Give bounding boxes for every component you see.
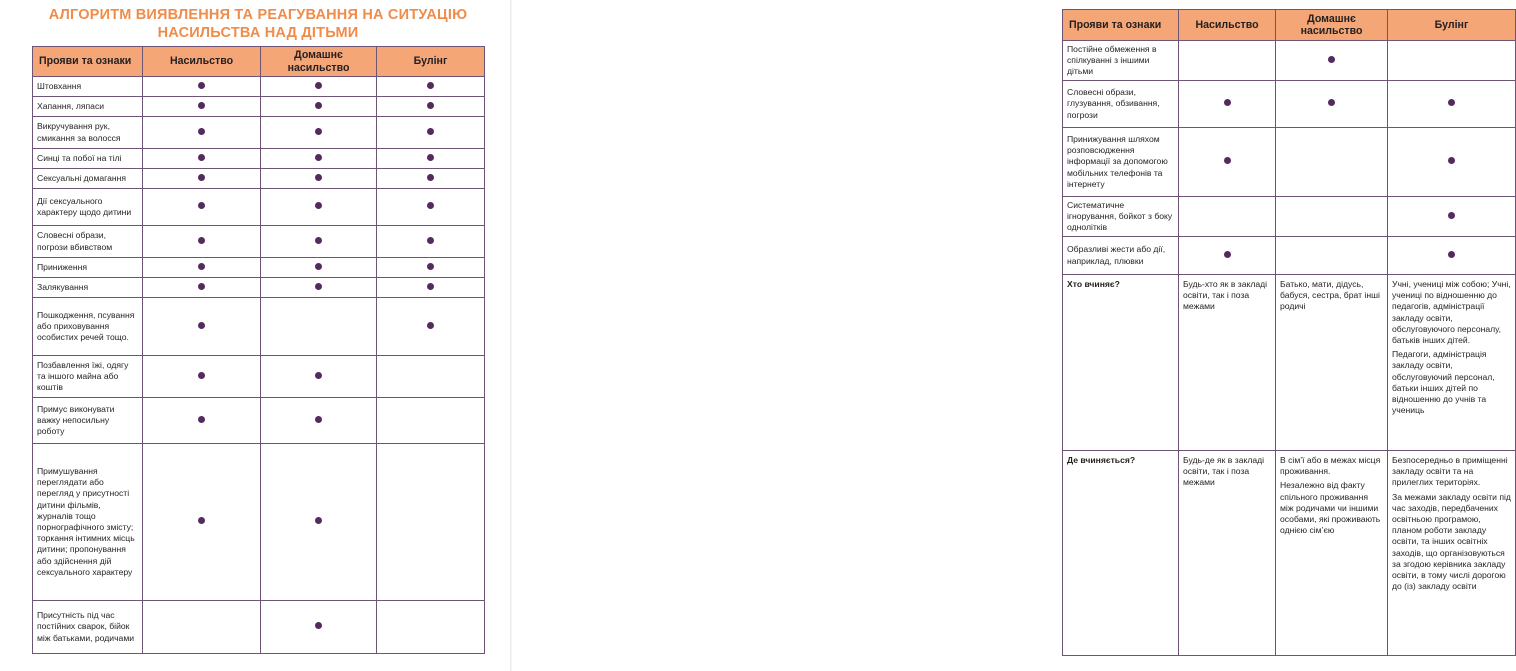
who-bullying-cell	[1388, 275, 1516, 451]
bullet-dot-icon	[1224, 251, 1231, 258]
bullet-dot-icon	[198, 517, 205, 524]
domestic-cell	[261, 398, 377, 444]
bullet-dot-icon	[198, 416, 205, 423]
table-row	[33, 77, 485, 97]
bullet-dot-icon	[315, 283, 322, 290]
bullet-dot-icon	[427, 202, 434, 209]
bullet-dot-icon	[427, 102, 434, 109]
bullet-dot-icon	[427, 82, 434, 89]
bullying-cell	[377, 169, 485, 189]
domestic-cell	[1276, 237, 1388, 275]
domestic-cell	[1276, 81, 1388, 128]
table-row	[33, 356, 485, 398]
signs-table-left	[32, 46, 485, 654]
bullying-cell	[377, 149, 485, 169]
signs-table-right	[1062, 9, 1516, 656]
bullet-dot-icon	[427, 154, 434, 161]
violence-cell	[1179, 197, 1276, 237]
bullet-dot-icon	[427, 128, 434, 135]
violence-cell	[1179, 81, 1276, 128]
bullying-cell	[1388, 237, 1516, 275]
bullying-cell	[377, 278, 485, 298]
bullying-cell	[377, 298, 485, 356]
sign-label: Принижування шляхом розповсюдження інформації за допомогою мобільних телефонів та інтернету	[1063, 128, 1179, 197]
violence-cell	[143, 398, 261, 444]
bullet-dot-icon	[427, 283, 434, 290]
violence-cell	[143, 77, 261, 97]
bullet-dot-icon	[1448, 157, 1455, 164]
where-bullying-text-2: За межами закладу освіти під час заходів, передбачених освітньою програмою, планом роботи закладу освіти, та інших освітніх заходів, що організовуються за згодою керівника закладу освіти, в тому числі дорогою до (із) закладу освіти	[1392, 491, 1511, 592]
bullet-dot-icon	[315, 154, 322, 161]
violence-cell	[143, 189, 261, 226]
title-line-1: АЛГОРИТМ ВИЯВЛЕННЯ ТА РЕАГУВАННЯ НА СИТУАЦІЮ	[48, 7, 468, 23]
table-row	[33, 226, 485, 258]
table-row	[1063, 81, 1516, 128]
bullet-dot-icon	[315, 82, 322, 89]
bullet-dot-icon	[315, 622, 322, 629]
bullying-cell	[377, 97, 485, 117]
bullet-dot-icon	[1448, 212, 1455, 219]
header-violence: Насильство	[1179, 10, 1276, 41]
bullet-dot-icon	[315, 237, 322, 244]
violence-cell	[143, 226, 261, 258]
where-domestic-text-2: Незалежно від факту спільного проживання між родичами чи іншими особами, які проживають однією сім’єю	[1280, 480, 1381, 536]
sign-label: Словесні образи, погрози вбивством	[33, 226, 143, 258]
violence-cell	[143, 149, 261, 169]
bullet-dot-icon	[315, 202, 322, 209]
table-row	[33, 601, 485, 654]
bullet-dot-icon	[198, 102, 205, 109]
table-row	[33, 189, 485, 226]
domestic-cell	[261, 77, 377, 97]
bullying-cell	[1388, 128, 1516, 197]
where-violence-cell	[1179, 451, 1276, 656]
bullet-dot-icon	[315, 102, 322, 109]
domestic-cell	[1276, 128, 1388, 197]
domestic-cell	[261, 444, 377, 601]
sign-label: Пошкодження, псування або приховування особистих речей тощо.	[33, 298, 143, 356]
domestic-cell	[261, 117, 377, 149]
header-violence: Насильство	[143, 47, 261, 77]
bullying-cell	[377, 189, 485, 226]
bullet-dot-icon	[198, 322, 205, 329]
header-domestic: Домашнє насильство	[261, 47, 377, 77]
sign-label: Позбавлення їжі, одягу та іншого майна або коштів	[33, 356, 143, 398]
sign-label: Словесні образи, глузування, обзивання, погрози	[1063, 81, 1179, 128]
table-row	[1063, 128, 1516, 197]
who-row	[1063, 275, 1516, 451]
bullying-cell	[377, 398, 485, 444]
who-bullying-text-1: Учні, учениці між собою; Учні, учениці по відношенню до педагогів, адміністрації закладу освіти, обслуговуючого персоналу, батьків інших дітей.	[1392, 279, 1511, 346]
bullet-dot-icon	[315, 416, 322, 423]
bullet-dot-icon	[1224, 99, 1231, 106]
bullet-dot-icon	[315, 517, 322, 524]
page-title	[32, 6, 484, 42]
table-row	[1063, 197, 1516, 237]
right-page	[512, 0, 1511, 671]
domestic-cell	[261, 298, 377, 356]
bullying-cell	[377, 77, 485, 97]
domestic-cell	[261, 149, 377, 169]
bullet-dot-icon	[198, 237, 205, 244]
who-violence-cell	[1179, 275, 1276, 451]
sign-label: Примушування переглядати або перегляд у присутності дитини фільмів, журналів тощо порнографічного змісту; торкання інтимних місць дитини; пропонування або здійснення дій сексуального характеру	[33, 444, 143, 601]
title-line-2: НАСИЛЬСТВА НАД ДІТЬМИ	[157, 25, 359, 41]
domestic-cell	[261, 169, 377, 189]
sign-label: Дії сексуального характеру щодо дитини	[33, 189, 143, 226]
violence-cell	[1179, 41, 1276, 81]
violence-cell	[143, 278, 261, 298]
where-row	[1063, 451, 1516, 656]
violence-cell	[143, 356, 261, 398]
domestic-cell	[261, 356, 377, 398]
bullet-dot-icon	[198, 174, 205, 181]
bullying-cell	[1388, 197, 1516, 237]
table-row	[33, 149, 485, 169]
bullet-dot-icon	[427, 237, 434, 244]
where-bullying-cell	[1388, 451, 1516, 656]
domestic-cell	[1276, 41, 1388, 81]
bullying-cell	[377, 117, 485, 149]
table-row	[33, 117, 485, 149]
domestic-cell	[261, 258, 377, 278]
sign-label: Образливі жести або дії, наприклад, плювки	[1063, 237, 1179, 275]
violence-cell	[143, 97, 261, 117]
bullet-dot-icon	[427, 263, 434, 270]
bullet-dot-icon	[198, 82, 205, 89]
violence-cell	[143, 444, 261, 601]
where-bullying-text-1: Безпосередньо в приміщенні закладу освіти та на прилеглих територіях.	[1392, 455, 1508, 488]
where-label: Де вчиняється?	[1063, 451, 1179, 656]
where-violence-text: Будь-де як в закладі освіти, так і поза межами	[1183, 455, 1265, 488]
header-bullying: Булінг	[1388, 10, 1516, 41]
header-bullying: Булінг	[377, 47, 485, 77]
bullet-dot-icon	[1448, 251, 1455, 258]
who-bullying-text-2: Педагоги, адміністрація закладу освіти, обслуговуючий персонал, батьки інших дітей по відношенню до учнів та учениць	[1392, 349, 1495, 416]
violence-cell	[143, 601, 261, 654]
header-signs: Прояви та ознаки	[33, 47, 143, 77]
bullet-dot-icon	[1328, 56, 1335, 63]
bullying-cell	[377, 444, 485, 601]
bullet-dot-icon	[198, 128, 205, 135]
bullying-cell	[377, 601, 485, 654]
bullying-cell	[377, 356, 485, 398]
sign-label: Хапання, ляпаси	[33, 97, 143, 117]
bullet-dot-icon	[427, 322, 434, 329]
left-page	[0, 0, 512, 671]
bullet-dot-icon	[198, 372, 205, 379]
where-domestic-cell	[1276, 451, 1388, 656]
sign-label: Систематичне ігнорування, бойкот з боку однолітків	[1063, 197, 1179, 237]
who-domestic-text: Батько, мати, дідусь, бабуся, сестра, брат інші родичі	[1280, 279, 1380, 312]
sign-label: Приниження	[33, 258, 143, 278]
violence-cell	[143, 117, 261, 149]
sign-label: Штовхання	[33, 77, 143, 97]
bullet-dot-icon	[315, 263, 322, 270]
domestic-cell	[261, 97, 377, 117]
bullying-cell	[377, 258, 485, 278]
domestic-cell	[261, 601, 377, 654]
sign-label: Сексуальні домагання	[33, 169, 143, 189]
violence-cell	[1179, 237, 1276, 275]
table-row	[33, 258, 485, 278]
sign-label: Постійне обмеження в спілкуванні з іншими дітьми	[1063, 41, 1179, 81]
table-row	[33, 278, 485, 298]
bullet-dot-icon	[1224, 157, 1231, 164]
table-row	[33, 97, 485, 117]
bullying-cell	[377, 226, 485, 258]
table-row	[33, 169, 485, 189]
who-label: Хто вчиняє?	[1063, 275, 1179, 451]
bullet-dot-icon	[315, 128, 322, 135]
header-domestic: Домашнє насильство	[1276, 10, 1388, 41]
bullet-dot-icon	[198, 202, 205, 209]
bullet-dot-icon	[198, 263, 205, 270]
bullying-cell	[1388, 41, 1516, 81]
violence-cell	[143, 298, 261, 356]
domestic-cell	[261, 226, 377, 258]
sign-label: Синці та побої на тілі	[33, 149, 143, 169]
header-signs: Прояви та ознаки	[1063, 10, 1179, 41]
bullet-dot-icon	[1448, 99, 1455, 106]
bullet-dot-icon	[315, 174, 322, 181]
bullet-dot-icon	[427, 174, 434, 181]
who-domestic-cell	[1276, 275, 1388, 451]
table-row	[33, 444, 485, 601]
domestic-cell	[261, 278, 377, 298]
sign-label: Присутність під час постійних сварок, бійок між батьками, родичами	[33, 601, 143, 654]
sign-label: Залякування	[33, 278, 143, 298]
table-row	[1063, 237, 1516, 275]
table-row	[1063, 41, 1516, 81]
domestic-cell	[261, 189, 377, 226]
bullet-dot-icon	[1328, 99, 1335, 106]
bullet-dot-icon	[198, 283, 205, 290]
who-violence-text: Будь-хто як в закладі освіти, так і поза межами	[1183, 279, 1268, 312]
domestic-cell	[1276, 197, 1388, 237]
table-row	[33, 398, 485, 444]
violence-cell	[1179, 128, 1276, 197]
bullet-dot-icon	[198, 154, 205, 161]
sign-label: Викручування рук, смикання за волосся	[33, 117, 143, 149]
bullet-dot-icon	[315, 372, 322, 379]
table-row	[33, 298, 485, 356]
bullying-cell	[1388, 81, 1516, 128]
violence-cell	[143, 258, 261, 278]
sign-label: Примус виконувати важку непосильну роботу	[33, 398, 143, 444]
violence-cell	[143, 169, 261, 189]
where-domestic-text-1: В сім’ї або в межах місця проживання.	[1280, 455, 1381, 477]
